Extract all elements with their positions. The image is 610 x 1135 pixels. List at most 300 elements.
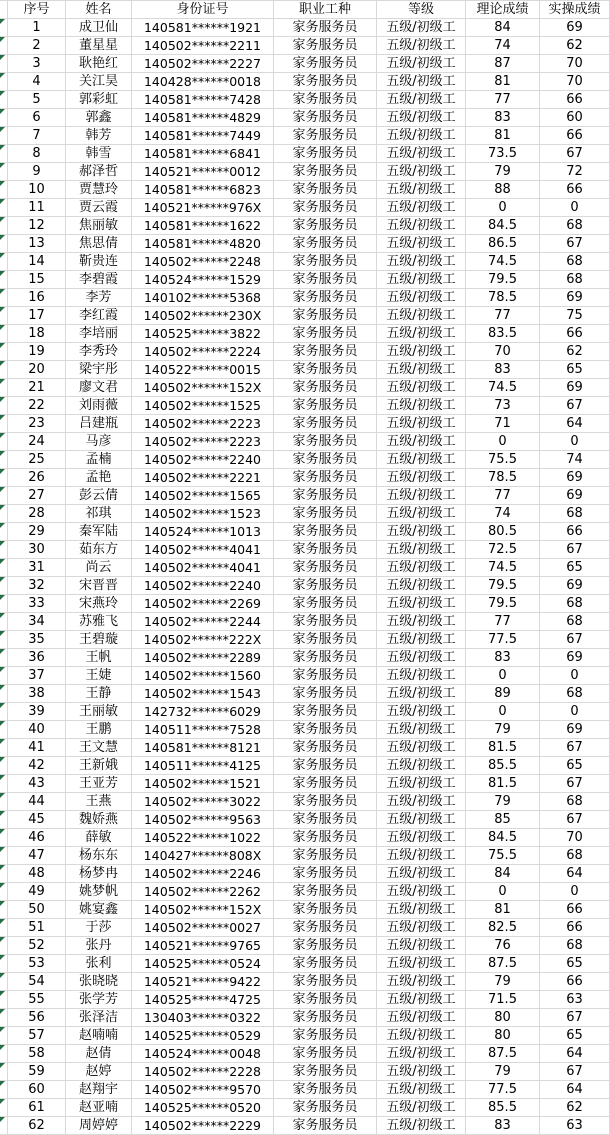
cell-practical[interactable]: 67	[540, 235, 610, 253]
cell-occupation[interactable]: 家务服务员	[274, 361, 377, 379]
cell-practical[interactable]: 69	[540, 289, 610, 307]
cell-practical[interactable]: 62	[540, 343, 610, 361]
cell-name[interactable]: 张学芳	[66, 991, 132, 1009]
cell-practical[interactable]: 67	[540, 1063, 610, 1081]
row-marker-cell[interactable]	[0, 937, 8, 955]
cell-occupation[interactable]: 家务服务员	[274, 775, 377, 793]
cell-name[interactable]: 赵倩	[66, 1045, 132, 1063]
cell-level[interactable]: 五级/初级工	[377, 1117, 466, 1135]
cell-occupation[interactable]: 家务服务员	[274, 1117, 377, 1135]
row-marker-cell[interactable]	[0, 37, 8, 55]
cell-practical[interactable]: 67	[540, 739, 610, 757]
cell-level[interactable]: 五级/初级工	[377, 1063, 466, 1081]
cell-name[interactable]: 尚云	[66, 559, 132, 577]
cell-seq[interactable]: 13	[8, 235, 66, 253]
cell-name[interactable]: 王静	[66, 685, 132, 703]
cell-id[interactable]: 140521******976X	[132, 199, 274, 217]
cell-practical[interactable]: 68	[540, 217, 610, 235]
cell-name[interactable]: 王文慧	[66, 739, 132, 757]
cell-occupation[interactable]: 家务服务员	[274, 469, 377, 487]
cell-occupation[interactable]: 家务服务员	[274, 1009, 377, 1027]
cell-seq[interactable]: 30	[8, 541, 66, 559]
cell-theory[interactable]: 79.5	[466, 577, 540, 595]
cell-practical[interactable]: 68	[540, 271, 610, 289]
cell-theory[interactable]: 77	[466, 307, 540, 325]
cell-id[interactable]: 140502******1525	[132, 397, 274, 415]
row-marker-cell[interactable]	[0, 433, 8, 451]
row-marker-cell[interactable]	[0, 901, 8, 919]
cell-occupation[interactable]: 家务服务员	[274, 127, 377, 145]
cell-level[interactable]: 五级/初级工	[377, 163, 466, 181]
cell-id[interactable]: 140502******0027	[132, 919, 274, 937]
cell-level[interactable]: 五级/初级工	[377, 451, 466, 469]
cell-theory[interactable]: 79	[466, 793, 540, 811]
cell-level[interactable]: 五级/初级工	[377, 937, 466, 955]
cell-id[interactable]: 140428******0018	[132, 73, 274, 91]
cell-occupation[interactable]: 家务服务员	[274, 541, 377, 559]
cell-name[interactable]: 周婷婷	[66, 1117, 132, 1135]
cell-name[interactable]: 成卫仙	[66, 19, 132, 37]
cell-occupation[interactable]: 家务服务员	[274, 451, 377, 469]
cell-seq[interactable]: 10	[8, 181, 66, 199]
cell-level[interactable]: 五级/初级工	[377, 19, 466, 37]
cell-name[interactable]: 薛敏	[66, 829, 132, 847]
cell-theory[interactable]: 80	[466, 1027, 540, 1045]
cell-level[interactable]: 五级/初级工	[377, 1045, 466, 1063]
cell-seq[interactable]: 61	[8, 1099, 66, 1117]
cell-name[interactable]: 赵婷	[66, 1063, 132, 1081]
cell-occupation[interactable]: 家务服务员	[274, 937, 377, 955]
cell-name[interactable]: 贾云霞	[66, 199, 132, 217]
row-marker-cell[interactable]	[0, 721, 8, 739]
cell-practical[interactable]: 64	[540, 1081, 610, 1099]
row-marker-cell[interactable]	[0, 271, 8, 289]
row-marker-cell[interactable]	[0, 595, 8, 613]
cell-name[interactable]: 于莎	[66, 919, 132, 937]
row-marker-cell[interactable]	[0, 1027, 8, 1045]
cell-seq[interactable]: 47	[8, 847, 66, 865]
cell-id[interactable]: 140525******3822	[132, 325, 274, 343]
cell-level[interactable]: 五级/初级工	[377, 595, 466, 613]
cell-level[interactable]: 五级/初级工	[377, 181, 466, 199]
cell-seq[interactable]: 32	[8, 577, 66, 595]
cell-seq[interactable]: 28	[8, 505, 66, 523]
cell-name[interactable]: 马彦	[66, 433, 132, 451]
cell-name[interactable]: 韩芳	[66, 127, 132, 145]
cell-theory[interactable]: 88	[466, 181, 540, 199]
cell-practical[interactable]: 68	[540, 613, 610, 631]
cell-level[interactable]: 五级/初级工	[377, 271, 466, 289]
cell-theory[interactable]: 77	[466, 613, 540, 631]
cell-practical[interactable]: 68	[540, 595, 610, 613]
cell-occupation[interactable]: 家务服务员	[274, 253, 377, 271]
cell-level[interactable]: 五级/初级工	[377, 919, 466, 937]
row-marker-cell[interactable]	[0, 955, 8, 973]
cell-seq[interactable]: 6	[8, 109, 66, 127]
cell-name[interactable]: 茹东方	[66, 541, 132, 559]
cell-practical[interactable]: 65	[540, 559, 610, 577]
cell-seq[interactable]: 2	[8, 37, 66, 55]
cell-level[interactable]: 五级/初级工	[377, 469, 466, 487]
cell-practical[interactable]: 65	[540, 1027, 610, 1045]
row-marker-cell[interactable]	[0, 199, 8, 217]
cell-id[interactable]: 140525******0529	[132, 1027, 274, 1045]
cell-level[interactable]: 五级/初级工	[377, 415, 466, 433]
cell-level[interactable]: 五级/初级工	[377, 487, 466, 505]
cell-level[interactable]: 五级/初级工	[377, 55, 466, 73]
cell-occupation[interactable]: 家务服务员	[274, 433, 377, 451]
cell-level[interactable]: 五级/初级工	[377, 775, 466, 793]
cell-seq[interactable]: 58	[8, 1045, 66, 1063]
cell-occupation[interactable]: 家务服务员	[274, 685, 377, 703]
cell-id[interactable]: 140502******3022	[132, 793, 274, 811]
cell-level[interactable]: 五级/初级工	[377, 667, 466, 685]
cell-theory[interactable]: 85.5	[466, 757, 540, 775]
cell-practical[interactable]: 69	[540, 19, 610, 37]
cell-seq[interactable]: 31	[8, 559, 66, 577]
cell-practical[interactable]: 0	[540, 667, 610, 685]
cell-seq[interactable]: 11	[8, 199, 66, 217]
row-marker-cell[interactable]	[0, 451, 8, 469]
cell-name[interactable]: 王新娥	[66, 757, 132, 775]
cell-practical[interactable]: 69	[540, 487, 610, 505]
row-marker-cell[interactable]	[0, 253, 8, 271]
cell-occupation[interactable]: 家务服务员	[274, 757, 377, 775]
cell-level[interactable]: 五级/初级工	[377, 433, 466, 451]
cell-occupation[interactable]: 家务服务员	[274, 991, 377, 1009]
cell-practical[interactable]: 68	[540, 253, 610, 271]
cell-practical[interactable]: 68	[540, 505, 610, 523]
cell-theory[interactable]: 86.5	[466, 235, 540, 253]
cell-occupation[interactable]: 家务服务员	[274, 73, 377, 91]
cell-level[interactable]: 五级/初级工	[377, 1099, 466, 1117]
cell-name[interactable]: 王亚芳	[66, 775, 132, 793]
cell-theory[interactable]: 82.5	[466, 919, 540, 937]
cell-level[interactable]: 五级/初级工	[377, 757, 466, 775]
cell-occupation[interactable]: 家务服务员	[274, 721, 377, 739]
cell-name[interactable]: 董星星	[66, 37, 132, 55]
cell-seq[interactable]: 17	[8, 307, 66, 325]
row-marker-cell[interactable]	[0, 703, 8, 721]
cell-occupation[interactable]: 家务服务员	[274, 667, 377, 685]
cell-theory[interactable]: 77	[466, 91, 540, 109]
row-marker-cell[interactable]	[0, 847, 8, 865]
cell-practical[interactable]: 63	[540, 1117, 610, 1135]
cell-id[interactable]: 140502******9563	[132, 811, 274, 829]
cell-occupation[interactable]: 家务服务员	[274, 703, 377, 721]
cell-level[interactable]: 五级/初级工	[377, 541, 466, 559]
cell-id[interactable]: 140502******152X	[132, 379, 274, 397]
cell-level[interactable]: 五级/初级工	[377, 379, 466, 397]
cell-level[interactable]: 五级/初级工	[377, 847, 466, 865]
cell-occupation[interactable]: 家务服务员	[274, 163, 377, 181]
cell-seq[interactable]: 4	[8, 73, 66, 91]
cell-seq[interactable]: 39	[8, 703, 66, 721]
row-marker-cell[interactable]	[0, 1045, 8, 1063]
cell-level[interactable]: 五级/初级工	[377, 307, 466, 325]
cell-theory[interactable]: 0	[466, 703, 540, 721]
row-marker-cell[interactable]	[0, 127, 8, 145]
cell-level[interactable]: 五级/初级工	[377, 235, 466, 253]
cell-occupation[interactable]: 家务服务员	[274, 631, 377, 649]
cell-occupation[interactable]: 家务服务员	[274, 955, 377, 973]
cell-occupation[interactable]: 家务服务员	[274, 1045, 377, 1063]
row-marker-cell[interactable]	[0, 379, 8, 397]
cell-occupation[interactable]: 家务服务员	[274, 811, 377, 829]
cell-name[interactable]: 王婕	[66, 667, 132, 685]
cell-occupation[interactable]: 家务服务员	[274, 505, 377, 523]
cell-theory[interactable]: 83	[466, 109, 540, 127]
cell-seq[interactable]: 53	[8, 955, 66, 973]
cell-seq[interactable]: 22	[8, 397, 66, 415]
cell-id[interactable]: 140524******1013	[132, 523, 274, 541]
cell-seq[interactable]: 62	[8, 1117, 66, 1135]
cell-theory[interactable]: 81	[466, 127, 540, 145]
cell-practical[interactable]: 67	[540, 631, 610, 649]
cell-seq[interactable]: 29	[8, 523, 66, 541]
cell-level[interactable]: 五级/初级工	[377, 721, 466, 739]
cell-level[interactable]: 五级/初级工	[377, 613, 466, 631]
cell-id[interactable]: 140502******2244	[132, 613, 274, 631]
cell-theory[interactable]: 79	[466, 1063, 540, 1081]
cell-occupation[interactable]: 家务服务员	[274, 523, 377, 541]
cell-seq[interactable]: 21	[8, 379, 66, 397]
row-marker-cell[interactable]	[0, 307, 8, 325]
row-marker-cell[interactable]	[0, 919, 8, 937]
cell-theory[interactable]: 84.5	[466, 829, 540, 847]
cell-theory[interactable]: 74.5	[466, 559, 540, 577]
cell-theory[interactable]: 84	[466, 19, 540, 37]
header-marker-cell[interactable]	[0, 1, 8, 19]
cell-seq[interactable]: 45	[8, 811, 66, 829]
cell-id[interactable]: 140502******9570	[132, 1081, 274, 1099]
cell-occupation[interactable]: 家务服务员	[274, 181, 377, 199]
cell-occupation[interactable]: 家务服务员	[274, 397, 377, 415]
cell-name[interactable]: 彭云倩	[66, 487, 132, 505]
cell-occupation[interactable]: 家务服务员	[274, 199, 377, 217]
cell-id[interactable]: 140525******4725	[132, 991, 274, 1009]
cell-name[interactable]: 王碧璇	[66, 631, 132, 649]
cell-seq[interactable]: 20	[8, 361, 66, 379]
cell-practical[interactable]: 70	[540, 73, 610, 91]
cell-theory[interactable]: 83	[466, 361, 540, 379]
cell-level[interactable]: 五级/初级工	[377, 289, 466, 307]
cell-occupation[interactable]: 家务服务员	[274, 901, 377, 919]
cell-seq[interactable]: 57	[8, 1027, 66, 1045]
cell-practical[interactable]: 63	[540, 991, 610, 1009]
cell-seq[interactable]: 38	[8, 685, 66, 703]
cell-id[interactable]: 140502******1521	[132, 775, 274, 793]
cell-level[interactable]: 五级/初级工	[377, 199, 466, 217]
cell-seq[interactable]: 3	[8, 55, 66, 73]
cell-occupation[interactable]: 家务服务员	[274, 613, 377, 631]
cell-practical[interactable]: 62	[540, 1099, 610, 1117]
cell-name[interactable]: 韩雪	[66, 145, 132, 163]
cell-id[interactable]: 140524******1529	[132, 271, 274, 289]
cell-id[interactable]: 140502******1543	[132, 685, 274, 703]
cell-name[interactable]: 赵亚喃	[66, 1099, 132, 1117]
row-marker-cell[interactable]	[0, 775, 8, 793]
cell-id[interactable]: 140502******222X	[132, 631, 274, 649]
cell-seq[interactable]: 27	[8, 487, 66, 505]
cell-practical[interactable]: 67	[540, 775, 610, 793]
cell-level[interactable]: 五级/初级工	[377, 397, 466, 415]
cell-practical[interactable]: 64	[540, 1045, 610, 1063]
row-marker-cell[interactable]	[0, 181, 8, 199]
row-marker-cell[interactable]	[0, 361, 8, 379]
cell-occupation[interactable]: 家务服务员	[274, 793, 377, 811]
column-header-theory[interactable]: 理论成绩	[466, 1, 540, 19]
cell-occupation[interactable]: 家务服务员	[274, 343, 377, 361]
row-marker-cell[interactable]	[0, 829, 8, 847]
cell-seq[interactable]: 18	[8, 325, 66, 343]
cell-name[interactable]: 王丽敏	[66, 703, 132, 721]
cell-occupation[interactable]: 家务服务员	[274, 271, 377, 289]
cell-level[interactable]: 五级/初级工	[377, 955, 466, 973]
cell-theory[interactable]: 80	[466, 1009, 540, 1027]
cell-name[interactable]: 魏娇燕	[66, 811, 132, 829]
cell-id[interactable]: 140502******2227	[132, 55, 274, 73]
cell-level[interactable]: 五级/初级工	[377, 811, 466, 829]
cell-name[interactable]: 耿艳红	[66, 55, 132, 73]
cell-seq[interactable]: 48	[8, 865, 66, 883]
cell-theory[interactable]: 74	[466, 37, 540, 55]
cell-id[interactable]: 140502******2228	[132, 1063, 274, 1081]
row-marker-cell[interactable]	[0, 667, 8, 685]
cell-level[interactable]: 五级/初级工	[377, 991, 466, 1009]
cell-practical[interactable]: 70	[540, 829, 610, 847]
cell-level[interactable]: 五级/初级工	[377, 73, 466, 91]
cell-id[interactable]: 140581******7449	[132, 127, 274, 145]
cell-occupation[interactable]: 家务服务员	[274, 1063, 377, 1081]
row-marker-cell[interactable]	[0, 1099, 8, 1117]
cell-theory[interactable]: 74	[466, 505, 540, 523]
row-marker-cell[interactable]	[0, 613, 8, 631]
cell-name[interactable]: 焦丽敏	[66, 217, 132, 235]
cell-seq[interactable]: 41	[8, 739, 66, 757]
cell-seq[interactable]: 49	[8, 883, 66, 901]
cell-id[interactable]: 140581******6823	[132, 181, 274, 199]
cell-id[interactable]: 140502******2248	[132, 253, 274, 271]
cell-practical[interactable]: 67	[540, 541, 610, 559]
cell-practical[interactable]: 66	[540, 901, 610, 919]
column-header-name[interactable]: 姓名	[66, 1, 132, 19]
cell-theory[interactable]: 79	[466, 163, 540, 181]
cell-name[interactable]: 李培丽	[66, 325, 132, 343]
cell-level[interactable]: 五级/初级工	[377, 325, 466, 343]
cell-practical[interactable]: 64	[540, 415, 610, 433]
cell-theory[interactable]: 83	[466, 1117, 540, 1135]
cell-practical[interactable]: 75	[540, 307, 610, 325]
row-marker-cell[interactable]	[0, 487, 8, 505]
cell-name[interactable]: 李秀玲	[66, 343, 132, 361]
cell-level[interactable]: 五级/初级工	[377, 361, 466, 379]
cell-practical[interactable]: 65	[540, 955, 610, 973]
cell-practical[interactable]: 70	[540, 55, 610, 73]
cell-theory[interactable]: 81.5	[466, 775, 540, 793]
cell-id[interactable]: 140502******2246	[132, 865, 274, 883]
cell-theory[interactable]: 77.5	[466, 631, 540, 649]
cell-name[interactable]: 张泽洁	[66, 1009, 132, 1027]
cell-id[interactable]: 140502******4041	[132, 559, 274, 577]
cell-seq[interactable]: 44	[8, 793, 66, 811]
cell-practical[interactable]: 0	[540, 199, 610, 217]
cell-seq[interactable]: 5	[8, 91, 66, 109]
cell-id[interactable]: 140521******9765	[132, 937, 274, 955]
cell-theory[interactable]: 81	[466, 73, 540, 91]
cell-id[interactable]: 140522******0015	[132, 361, 274, 379]
cell-name[interactable]: 郭彩虹	[66, 91, 132, 109]
cell-theory[interactable]: 73	[466, 397, 540, 415]
cell-theory[interactable]: 77.5	[466, 1081, 540, 1099]
cell-level[interactable]: 五级/初级工	[377, 109, 466, 127]
cell-seq[interactable]: 54	[8, 973, 66, 991]
cell-seq[interactable]: 15	[8, 271, 66, 289]
cell-id[interactable]: 140502******2240	[132, 451, 274, 469]
cell-id[interactable]: 140502******2223	[132, 415, 274, 433]
cell-name[interactable]: 宋晋晋	[66, 577, 132, 595]
cell-name[interactable]: 李碧霞	[66, 271, 132, 289]
cell-id[interactable]: 140502******2211	[132, 37, 274, 55]
cell-level[interactable]: 五级/初级工	[377, 1027, 466, 1045]
cell-level[interactable]: 五级/初级工	[377, 1009, 466, 1027]
cell-occupation[interactable]: 家务服务员	[274, 649, 377, 667]
cell-theory[interactable]: 77	[466, 487, 540, 505]
cell-id[interactable]: 140502******152X	[132, 901, 274, 919]
row-marker-cell[interactable]	[0, 559, 8, 577]
cell-theory[interactable]: 75.5	[466, 847, 540, 865]
cell-name[interactable]: 杨东东	[66, 847, 132, 865]
cell-seq[interactable]: 52	[8, 937, 66, 955]
cell-id[interactable]: 140581******7428	[132, 91, 274, 109]
cell-occupation[interactable]: 家务服务员	[274, 145, 377, 163]
cell-level[interactable]: 五级/初级工	[377, 1081, 466, 1099]
cell-name[interactable]: 杨梦冉	[66, 865, 132, 883]
column-header-seq[interactable]: 序号	[8, 1, 66, 19]
cell-occupation[interactable]: 家务服务员	[274, 829, 377, 847]
cell-seq[interactable]: 1	[8, 19, 66, 37]
cell-name[interactable]: 李芳	[66, 289, 132, 307]
cell-practical[interactable]: 64	[540, 865, 610, 883]
cell-name[interactable]: 王燕	[66, 793, 132, 811]
cell-seq[interactable]: 24	[8, 433, 66, 451]
cell-id[interactable]: 140581******6841	[132, 145, 274, 163]
cell-name[interactable]: 郝泽哲	[66, 163, 132, 181]
cell-seq[interactable]: 42	[8, 757, 66, 775]
row-marker-cell[interactable]	[0, 757, 8, 775]
cell-theory[interactable]: 84	[466, 865, 540, 883]
cell-practical[interactable]: 66	[540, 91, 610, 109]
cell-theory[interactable]: 80.5	[466, 523, 540, 541]
cell-theory[interactable]: 71	[466, 415, 540, 433]
row-marker-cell[interactable]	[0, 415, 8, 433]
row-marker-cell[interactable]	[0, 991, 8, 1009]
row-marker-cell[interactable]	[0, 649, 8, 667]
cell-id[interactable]: 140502******230X	[132, 307, 274, 325]
cell-theory[interactable]: 79	[466, 973, 540, 991]
cell-id[interactable]: 140581******4829	[132, 109, 274, 127]
cell-seq[interactable]: 7	[8, 127, 66, 145]
cell-id[interactable]: 140581******8121	[132, 739, 274, 757]
cell-id[interactable]: 140502******2240	[132, 577, 274, 595]
cell-seq[interactable]: 26	[8, 469, 66, 487]
row-marker-cell[interactable]	[0, 1063, 8, 1081]
cell-level[interactable]: 五级/初级工	[377, 883, 466, 901]
cell-practical[interactable]: 60	[540, 109, 610, 127]
cell-id[interactable]: 140511******4125	[132, 757, 274, 775]
cell-id[interactable]: 142732******6029	[132, 703, 274, 721]
cell-seq[interactable]: 12	[8, 217, 66, 235]
